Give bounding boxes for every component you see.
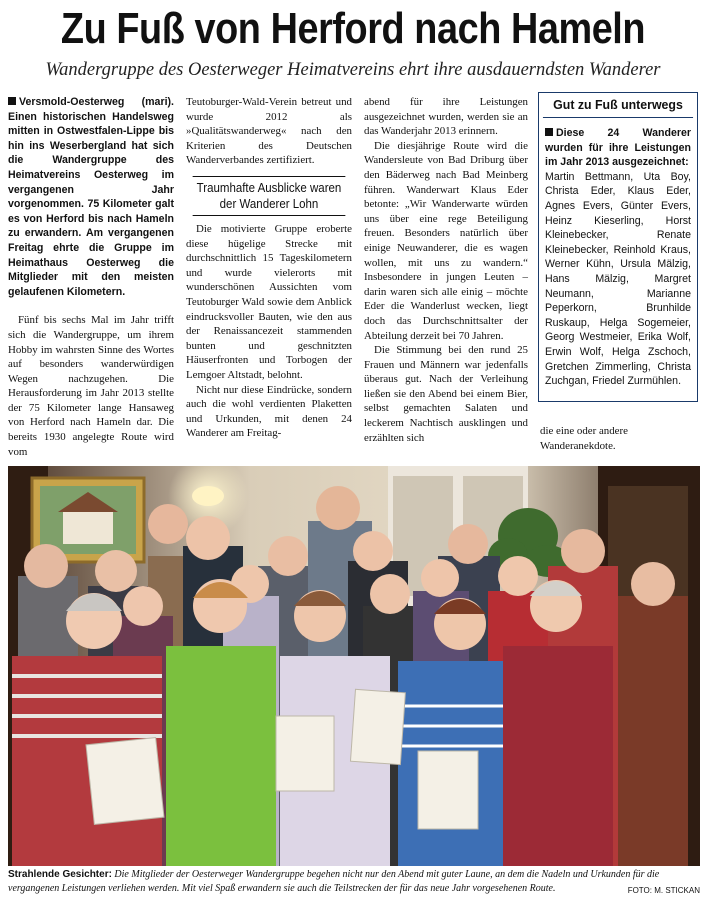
info-box-lead: Diese 24 Wanderer wurden für ihre Leistungen im Jahr 2013 ausgezeichnet: bbox=[545, 127, 691, 169]
article-column-2 bbox=[186, 95, 352, 441]
bullet-square-icon bbox=[8, 97, 16, 105]
article-paragraph: Die diesjährige Route wird die Wandersleute von Bad Driburg über den Bäderweg nach Bad Meinberg führen. Wanderwart Klaus Eder betonte: „Wir Wanderwarte würden uns über eine rege Beteiligung freuen. Besonders natürlich über einige Neuwanderer, die es wagen wollen, mit uns zu wandern.“ Insbesondere in jungen Leuten – darin waren sich alle einig – möchte Eder die Wanderlust wecken, liegt doch das Durchschnittsalter der Abteilung derzeit bei 70 Jahren. bbox=[364, 139, 528, 342]
article-tail: die eine oder andere Wanderanekdote. bbox=[540, 425, 628, 452]
info-box-names: Martin Bettmann, Uta Boy, Christa Eder, Klaus Eder, Agnes Evers, Günter Evers, Heinz Kieserling, Horst Kleinebecker, Renate Kleinebecker, Reinhold Kraus, Werner Kühn, Ursula Mälzig, Hans Mälzig, Margret Neumann, Marianne Peperkorn, Brunhilde Ruskaup, Helga Sogemeier, Georg Westmeier, Erika Wolf, Erwin Wolf, Helga Zschoch, Gretchen Zimmerling, Christa Zuchgan, Friedel Zurmühlen. bbox=[545, 170, 691, 388]
caption-label: Strahlende Gesichter: bbox=[8, 869, 112, 880]
bullet-square-icon bbox=[545, 128, 553, 136]
info-box-title: Gut zu Fuß unterwegs bbox=[543, 93, 693, 118]
group-photo bbox=[8, 466, 700, 866]
photo-credit: FOTO: M. STICKAN bbox=[627, 885, 700, 895]
article-paragraph: Teutoburger-Wald-Verein betreut und wurde 2012 als »Qualitätswanderweg« nach den Kriterien des Deutschen Wanderverbandes zertifiziert. bbox=[186, 96, 352, 167]
interheadline: Traumhafte Ausblicke waren der Wanderer Lohn bbox=[193, 176, 346, 216]
headline: Zu Fuß von Herford nach Hameln bbox=[60, 4, 646, 53]
article-paragraph: Fünf bis sechs Mal im Jahr trifft sich die Wandergruppe, um ihrem Hobby im wahrsten Sinne des Wortes auf besonders wanderwürdigen Wegen nachzugehen. Die Herausforderung im Jahr 2013 stellte der 75 Kilometer lange Hansaweg von Herford nach Hameln dar. Die bereits 1930 angelegte Route wird vom bbox=[8, 314, 174, 458]
article-paragraph: abend für ihre Leistungen ausgezeichnet wurden, werden sie an das Wanderjahr 2013 erinnern. bbox=[364, 96, 528, 138]
info-box bbox=[538, 92, 698, 402]
article-column-1 bbox=[8, 95, 174, 459]
article-lead: Versmold-Oesterweg (mari). Einen historischen Handelsweg mitten in Ostwestfalen-Lippe bis hin ins Weserbergland hat sich die Wandergruppe des Heimatvereins Oesterweg im vergangenen Jahr vorgenommen. 75 Kilometer galt es von Herford bis nach Hameln zu erwandern. Am vergangenen Freitag ehrte die Gruppe im Heimathaus Oesterweg die Mitglieder mit den meisten gelaufenen Kilometern. bbox=[8, 96, 174, 298]
article-paragraph: Die Stimmung bei den rund 25 Frauen und Männern war jedenfalls überaus gut. Nach der Verleihung ließen sie den Abend bei einem Bier, selbst gemachten Salaten und leckerem Nachtisch ausklingen und erzählten sich bbox=[364, 344, 528, 444]
subheadline: Wandergruppe des Oesterweger Heimatvereins ehrt ihre ausdauerndsten Wanderer bbox=[45, 60, 661, 80]
caption-text: Die Mitglieder der Oesterweger Wandergruppe begehen nicht nur den Abend mit guter Laune, an dem die Nadeln und Urkunden für die vergangenen Leistungen verliehen werden. Mit viel Spaß erwandern sie auch die Teilstrecken der für das neue Jahr vorgesehenen Route. bbox=[8, 869, 660, 894]
article-paragraph: Nicht nur diese Eindrücke, sondern auch die wohl verdienten Plaketten und Urkunden, mit denen 24 Wanderer am Freitag- bbox=[186, 383, 352, 440]
photo-caption bbox=[8, 868, 700, 897]
group-photo-illustration bbox=[8, 466, 700, 866]
article-column-3 bbox=[364, 95, 528, 445]
article-paragraph: Die motivierte Gruppe eroberte diese hügelige Strecke mit durchschnittlich 15 Tageskilometern und wurde vielerorts mit wunderschönen Aussichten vom Teutoburger Wald sowie dem Anblick eindrucksvoller Bauten, wie den aus der Renaissancezeit stammenden bunten und geschnitzten Häuserfronten und Torbogen der Lemgoer Altstadt, belohnt. bbox=[186, 222, 352, 381]
